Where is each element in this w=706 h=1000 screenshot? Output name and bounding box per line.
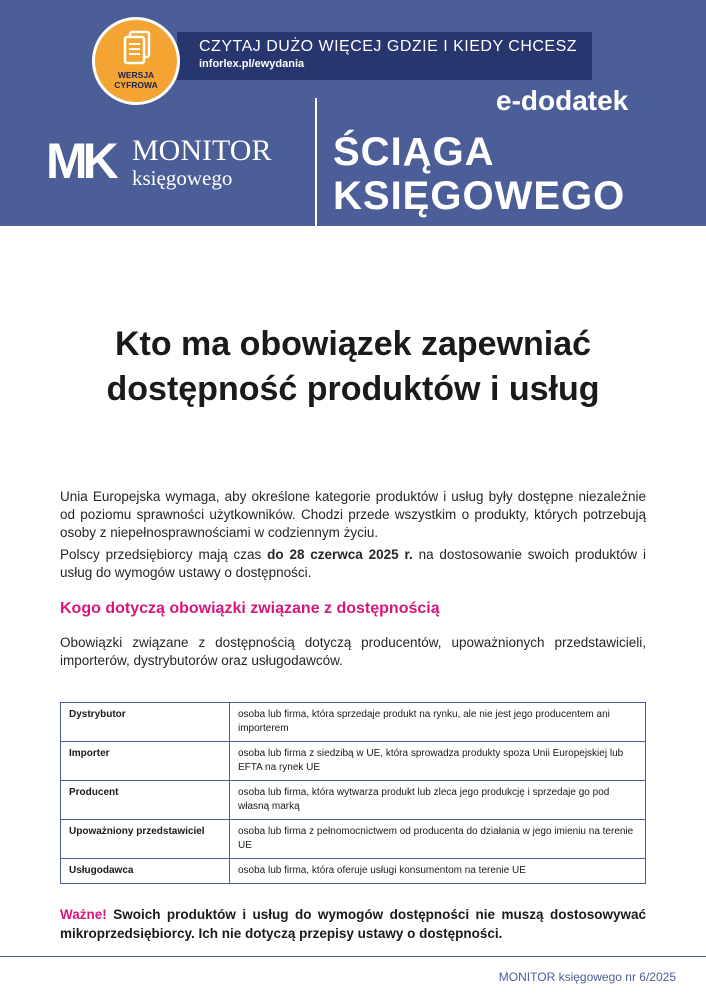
digital-edition-banner[interactable] <box>177 32 592 80</box>
term-cell: Producent <box>61 781 230 820</box>
supplement-label: e-dodatek <box>496 85 629 116</box>
definition-cell: osoba lub firma, która sprzedaje produkt na rynku, ale nie jest jego producentem ani importerem <box>230 703 646 742</box>
note-flag: Ważne! <box>60 907 107 922</box>
banner-url[interactable]: inforlex.pl/ewydania <box>199 58 305 70</box>
table-row <box>61 781 646 820</box>
badge-label-line2: CYFROWA <box>114 80 158 90</box>
term-cell: Upoważniony przedstawiciel <box>61 820 230 859</box>
deadline-text-after: na dostosowanie swoich produktów i usług do wymogów ustawy o dostępności. <box>60 547 647 581</box>
header-band <box>0 0 706 226</box>
term-cell: Dystrybutor <box>61 703 230 742</box>
logo-monitor-text: MONITOR <box>132 134 272 167</box>
logo-mark: MK <box>46 133 114 189</box>
table-row <box>61 859 646 884</box>
section-heading: Kogo dotyczą obowiązki związane z dostępnością <box>60 600 440 617</box>
document-stack-icon <box>123 30 151 66</box>
header-divider <box>315 98 317 226</box>
page-title-line1: Kto ma obowiązek zapewniać <box>114 325 592 363</box>
logo-ksiegowego-text: księgowego <box>132 166 233 190</box>
definition-cell: osoba lub firma z pełnomocnictwem od producenta do działania w jego imieniu na terenie UE <box>230 820 646 859</box>
series-title-line1: ŚCIĄGA <box>333 130 495 174</box>
section-series-title <box>333 130 625 218</box>
section-paragraph: Obowiązki związane z dostępnością dotyczą producentów, upoważnionych przedstawicieli, importerów, dystrybutorów oraz usługodawców. <box>60 635 646 669</box>
badge-label-line1: WERSJA <box>117 70 155 80</box>
footer-divider <box>0 956 706 957</box>
footer-issue: MONITOR księgowego nr 6/2025 <box>498 970 676 984</box>
page-title <box>20 322 686 412</box>
definition-cell: osoba lub firma, która oferuje usługi konsumentom na terenie UE <box>230 859 646 884</box>
series-title-line2: KSIĘGOWEGO <box>333 174 626 218</box>
table-row <box>61 742 646 781</box>
term-cell: Usługodawca <box>61 859 230 884</box>
banner-headline: CZYTAJ DUŻO WIĘCEJ GDZIE I KIEDY CHCESZ <box>199 38 578 55</box>
definitions-table <box>60 702 646 884</box>
badge-label <box>95 70 177 90</box>
table-row <box>61 820 646 859</box>
note-text: Swoich produktów i usług do wymogów dostępności nie muszą dostosowywać mikroprzedsiębiorcy. Ich nie dotyczą przepisy ustawy o dostępności. <box>60 907 646 941</box>
definition-cell: osoba lub firma, która wytwarza produkt lub zleca jego produkcję i sprzedaje go pod własną marką <box>230 781 646 820</box>
intro-paragraph: Unia Europejska wymaga, aby określone kategorie produktów i usług były dostępne niezależnie od poziomu sprawności użytkowników. Chodzi przede wszystkim o produkty, których potrzebują osoby z niepełnosprawnościami w codziennym życiu. <box>60 489 646 541</box>
important-note <box>60 905 646 943</box>
definition-cell: osoba lub firma z siedzibą w UE, która sprowadza produkty spoza Unii Europejskiej lub EFTA na rynek UE <box>230 742 646 781</box>
deadline-paragraph <box>60 546 646 582</box>
table-row <box>61 703 646 742</box>
digital-version-badge <box>92 17 180 105</box>
term-cell: Importer <box>61 742 230 781</box>
deadline-date: do 28 czerwca 2025 r. <box>267 547 413 562</box>
page-title-line2: dostępność produktów i usług <box>106 370 600 408</box>
deadline-text-before: Polscy przedsiębiorcy mają czas <box>60 547 268 562</box>
